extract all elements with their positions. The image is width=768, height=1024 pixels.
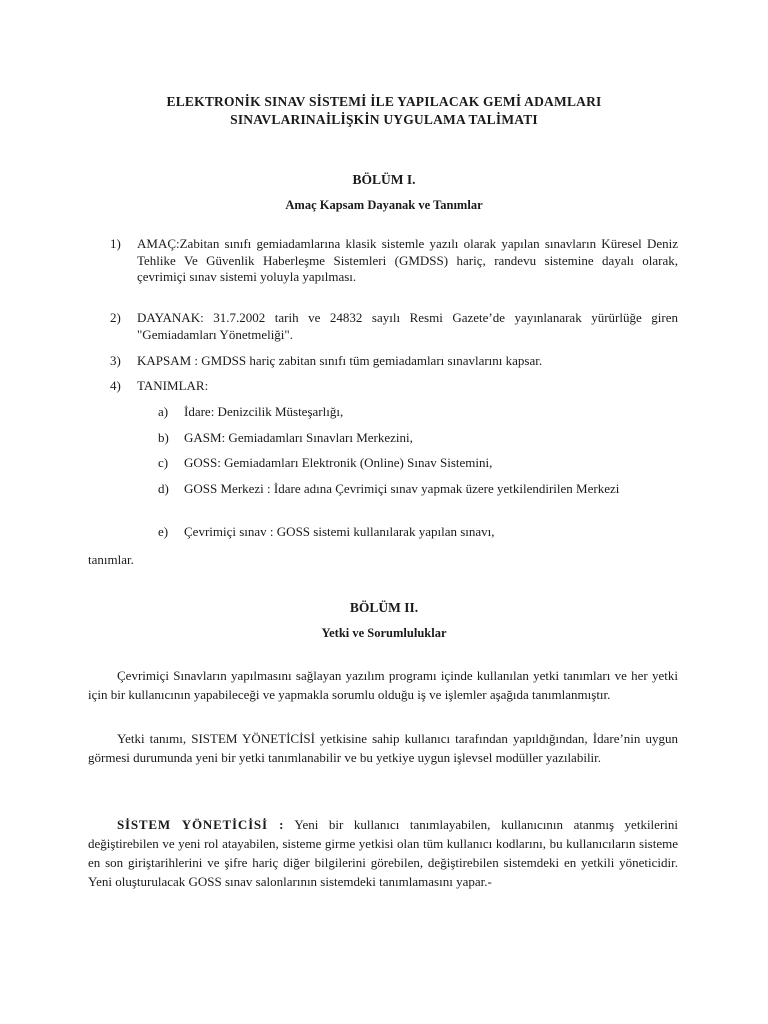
list-item-number: 2)	[110, 310, 121, 325]
section1-list	[110, 236, 678, 286]
list-item-text: DAYANAK: 31.7.2002 tarih ve 24832 sayılı Resmi Gazete’de yayınlanarak yürürlüğe giren "Gemiadamları Yönetmeliği".	[137, 310, 678, 342]
list-item	[110, 378, 678, 395]
admin-role-label: SİSTEM YÖNETİCİSİ :	[117, 817, 285, 832]
section1-heading: BÖLÜM I.	[352, 172, 416, 187]
list-item	[110, 310, 678, 343]
section1-list	[110, 353, 678, 370]
section2-subheading: Yetki ve Sorumluluklar	[321, 626, 447, 640]
definition-letter: b)	[158, 430, 169, 445]
definitions-list	[158, 455, 678, 472]
definition-item	[158, 430, 678, 447]
section2-heading: BÖLÜM II.	[349, 600, 419, 615]
definitions-closing: tanımlar.	[88, 552, 134, 567]
definition-item	[158, 524, 678, 541]
definition-letter: a)	[158, 404, 169, 419]
document-title	[0, 93, 768, 129]
admin-definition-paragraph	[88, 815, 678, 891]
section1-list	[110, 310, 678, 343]
list-item	[110, 353, 678, 370]
definitions-list	[158, 524, 678, 541]
list-item-number: 4)	[110, 378, 121, 393]
title-line-1: ELEKTRONİK SINAV SİSTEMİ İLE YAPILACAK GEMİ ADAMLARI	[166, 94, 602, 109]
title-line-2: SINAVLARINAİLİŞKİN UYGULAMA TALİMATI	[230, 112, 538, 127]
definition-item	[158, 404, 678, 421]
list-item-text: KAPSAM : GMDSS hariç zabitan sınıfı tüm gemiadamları sınavlarını kapsar.	[137, 353, 543, 368]
definition-item	[158, 455, 678, 472]
definitions-list	[158, 404, 678, 421]
definition-text: İdare: Denizcilik Müsteşarlığı,	[184, 404, 344, 419]
definition-letter: c)	[158, 455, 169, 470]
definition-text: GOSS Merkezi : İdare adına Çevrimiçi sınav yapmak üzere yetkilendirilen Merkezi	[184, 481, 620, 496]
list-item-number: 1)	[110, 236, 121, 251]
definition-letter: d)	[158, 481, 169, 496]
definition-text: Çevrimiçi sınav : GOSS sistemi kullanılarak yapılan sınavı,	[184, 524, 495, 539]
section1-list	[110, 378, 678, 395]
definition-text: GASM: Gemiadamları Sınavları Merkezini,	[184, 430, 413, 445]
list-item	[110, 236, 678, 286]
list-item-text: AMAÇ:Zabitan sınıfı gemiadamlarına klasik sistemle yazılı olarak yapılan sınavların Küresel Deniz Tehlike Ve Güvenlik Haberleşme Sistemleri (GMDSS) hariç, randevu sistemine dayalı olarak, çevrimiçi sınav sistemi yoluyla yapılması.	[137, 236, 678, 284]
definition-item	[158, 481, 678, 498]
definitions-list	[158, 481, 678, 498]
definition-text: GOSS: Gemiadamları Elektronik (Online) Sınav Sistemini,	[184, 455, 493, 470]
definition-letter: e)	[158, 524, 169, 539]
admin-role-text: Yeni bir kullanıcı tanımlayabilen, kullanıcının atanmış yetkilerini değiştirebilen ve yeni rol atayabilen, sisteme girme yetkisi olan tüm kullanıcı kodlarını, bu kullanıcıların sisteme en son giriştarihlerini ve şifre hariç diğer bilgilerini görebilen, değiştirebilen sistemdeki en yetkili yöneticidir. Yeni oluşturulacak GOSS sınav salonlarının sistemdeki tanımlamasını yapar.-	[88, 817, 678, 889]
definitions-list	[158, 430, 678, 447]
section1-subheading: Amaç Kapsam Dayanak ve Tanımlar	[285, 198, 483, 212]
list-item-number: 3)	[110, 353, 121, 368]
list-item-text: TANIMLAR:	[137, 378, 209, 393]
section2-paragraph-2: Yetki tanımı, SISTEM YÖNETİCİSİ yetkisine sahip kullanıcı tarafından yapıldığından, İdare’nin uygun görmesi durumunda yeni bir yetki tanımlanabilir ve bu yetkiye uygun işlevsel modüller yazılabilir.	[88, 731, 678, 765]
section2-paragraph-1: Çevrimiçi Sınavların yapılmasını sağlayan yazılım programı içinde kullanılan yetki tanımları ve her yetki için bir kullanıcının yapabileceği ve yapmakla sorumlu olduğu iş ve işlemler aşağıda tanımlanmıştır.	[88, 668, 678, 702]
